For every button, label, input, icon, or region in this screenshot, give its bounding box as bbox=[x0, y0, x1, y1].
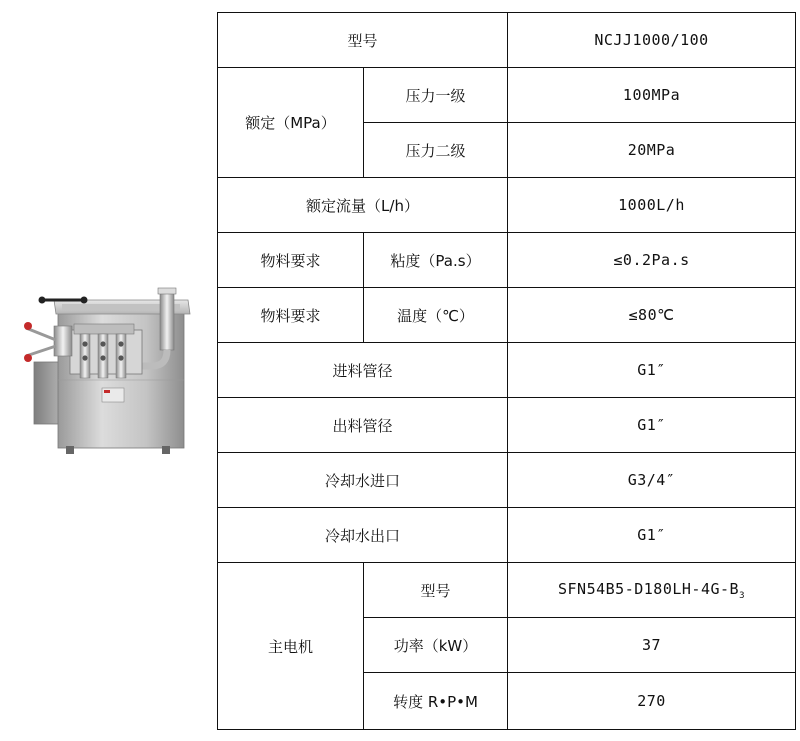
motor-power-value: 37 bbox=[508, 618, 796, 673]
material-label-2: 物料要求 bbox=[218, 288, 364, 343]
motor-model-subscript: 3 bbox=[739, 590, 746, 601]
cooling-inlet-value: G3/4″ bbox=[508, 453, 796, 508]
flow-label: 额定流量（L/h） bbox=[218, 178, 508, 233]
cooling-inlet-label: 冷却水进口 bbox=[218, 453, 508, 508]
temperature-label: 温度（℃） bbox=[364, 288, 508, 343]
motor-model-value bbox=[508, 563, 796, 618]
model-value: NCJJ1000/100 bbox=[508, 13, 796, 68]
pressure2-label: 压力二级 bbox=[364, 123, 508, 178]
pressure1-value: 100MPa bbox=[508, 68, 796, 123]
motor-model-label: 型号 bbox=[364, 563, 508, 618]
row-outlet bbox=[218, 398, 796, 453]
flow-value: 1000L/h bbox=[508, 178, 796, 233]
row-model bbox=[218, 13, 796, 68]
cooling-outlet-value: G1″ bbox=[508, 508, 796, 563]
row-flow bbox=[218, 178, 796, 233]
viscosity-value: ≤0.2Pa.s bbox=[508, 233, 796, 288]
motor-speed-label: 转度 R•P•M bbox=[364, 673, 508, 730]
row-motor-model bbox=[218, 563, 796, 618]
model-label: 型号 bbox=[218, 13, 508, 68]
row-temperature bbox=[218, 288, 796, 343]
spec-table bbox=[217, 12, 796, 730]
motor-power-label: 功率（kW） bbox=[364, 618, 508, 673]
row-pressure-1 bbox=[218, 68, 796, 123]
outlet-value: G1″ bbox=[508, 398, 796, 453]
row-cooling-outlet bbox=[218, 508, 796, 563]
homogenizer-photo bbox=[22, 284, 194, 460]
row-inlet bbox=[218, 343, 796, 398]
row-cooling-inlet bbox=[218, 453, 796, 508]
rated-pressure-label: 额定（MPa） bbox=[218, 68, 364, 178]
viscosity-label: 粘度（Pa.s） bbox=[364, 233, 508, 288]
motor-model-text: SFN54B5-D180LH-4G-B bbox=[558, 579, 740, 598]
temperature-value: ≤80℃ bbox=[508, 288, 796, 343]
outlet-label: 出料管径 bbox=[218, 398, 508, 453]
inlet-value: G1″ bbox=[508, 343, 796, 398]
pressure2-value: 20MPa bbox=[508, 123, 796, 178]
row-viscosity bbox=[218, 233, 796, 288]
inlet-label: 进料管径 bbox=[218, 343, 508, 398]
motor-label: 主电机 bbox=[218, 563, 364, 730]
cooling-outlet-label: 冷却水出口 bbox=[218, 508, 508, 563]
motor-speed-value: 270 bbox=[508, 673, 796, 730]
pressure1-label: 压力一级 bbox=[364, 68, 508, 123]
material-label-1: 物料要求 bbox=[218, 233, 364, 288]
